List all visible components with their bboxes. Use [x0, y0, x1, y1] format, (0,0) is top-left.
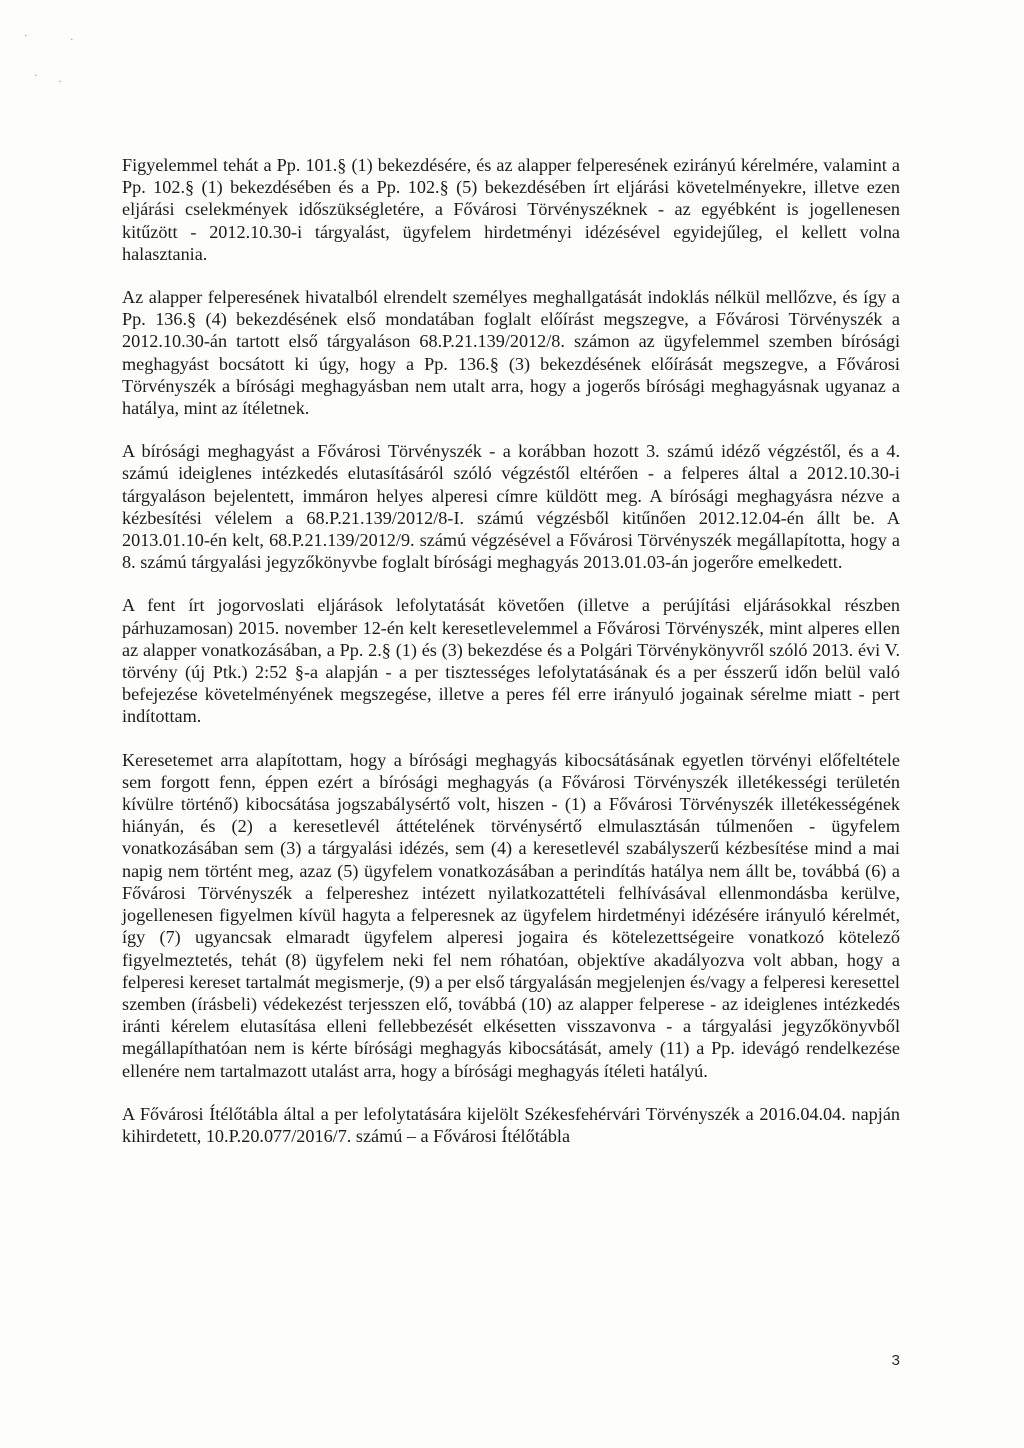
scan-speck-mark: · — [34, 69, 38, 82]
scan-speck-mark: · — [70, 33, 74, 46]
paragraph-claim-grounds: Keresetemet arra alapítottam, hogy a bírósági meghagyás kibocsátásának egyetlen törvényi előfeltétele sem forgott fenn, éppen ezért a bírósági meghagyás (a Fővárosi Törvényszék illetékességi területén kívülre történő) kibocsátása jogszabálysértő volt, hiszen - (1) a Fővárosi Törvényszék illetékességének hiányán, és (2) a keresetlevél áttételének törvénysértő elmulasztásán túlmenően - ügyfelem vonatkozásában sem (3) a tárgyalási idézés, sem (4) a keresetlevél szabályszerű kézbesítése mind a mai napig nem történt meg, azaz (5) ügyfelem vonatkozásában a perindítás hatálya nem állt be, továbbá (6) a Fővárosi Törvényszék a felpereshez intézett nyilatkozattételi felhívásával ellenmondásba kerülve, jogellenesen figyelmen kívül hagyta a felperesnek az ügyfelem hirdetményi idézésére irányuló kérelmét, így (7) ugyancsak elmaradt ügyfelem alperesi jogaira és kötelezettségeire vonatkozó kötelező figyelmeztetés, tehát (8) ügyfelem neki fel nem róhatóan, objektíve akadályozva volt abban, hogy a felperesi kereset tartalmát megismerje, (9) a per első tárgyalásán megjelenjen és/vagy a felperesi keresettel szemben (írásbeli) védekezést terjesszen elő, továbbá (10) az alapper felperese - az ideiglenes intézkedés iránti kérelem elutasítása elleni fellebbezését elkésetten visszavonva - a tárgyalási jegyzőkönyvből megállapíthatóan nem is kérte bírósági meghagyás kibocsátását, amely (11) a Pp. idevágó rendelkezése ellenére nem tartalmazott utalást arra, hogy a bírósági meghagyás ítéleti hatályú. — [122, 749, 900, 1081]
scan-speck-mark: · — [58, 75, 62, 88]
paragraph-court-order-issued: Az alapper felperesének hivatalból elrendelt személyes meghallgatását indoklás nélkül mellőzve, és így a Pp. 136.§ (4) bekezdésének első mondatában foglalt előírást megszegve, a Fővárosi Törvényszék a 2012.10.30-án tartott első tárgyaláson 68.P.21.139/2012/8. számon az ügyfelemmel szemben bírósági meghagyást bocsátott ki úgy, hogy a Pp. 136.§ (3) bekezdésének előírását megszegve, a Fővárosi Törvényszék a bírósági meghagyásban nem utalt arra, hogy a jogerős bírósági meghagyásnak ugyanaz a hatálya, mint az ítéletnek. — [122, 287, 900, 419]
paragraph-lawsuit-filed: A fent írt jogorvoslati eljárások lefolytatását követően (illetve a perújítási eljárásokkal részben párhuzamosan) 2015. november 12-én kelt keresetlevelemmel a Fővárosi Törvényszék, mint alperes ellen az alapper vonatkozásában, a Pp. 2.§ (1) és (3) bekezdése és a Polgári Törvénykönyvről szóló 2013. évi V. törvény (új Ptk.) 2:52 §-a alapján - a per tisztességes lefolytatásának és a per ésszerű időn belül való befejezése követelményének megszegése, illetve a peres fél erre irányuló jogainak sérelme miatt - pert indítottam. — [122, 595, 900, 727]
paragraph-hearing-postponement: Figyelemmel tehát a Pp. 101.§ (1) bekezdésére, és az alapper felperesének ezirányú kérelmére, valamint a Pp. 102.§ (1) bekezdésében és a Pp. 102.§ (5) bekezdésében írt eljárási követelményekre, illetve ezen eljárási cselekmények időszükségletére, a Fővárosi Törvényszéknek - az egyébként is jogellenesen kitűzött - 2012.10.30-i tárgyalást, ügyfelem hirdetményi idézésével egyidejűleg, el kellett volna halasztania. — [122, 155, 900, 264]
page-number: 3 — [891, 1352, 900, 1369]
paragraph-appeal-court: A Fővárosi Ítélőtábla által a per lefolytatására kijelölt Székesfehérvári Törvényszék a 2016.04.04. napján kihirdetett, 10.P.20.077/2016/7. számú – a Fővárosi Ítélőtábla — [122, 1103, 900, 1146]
scan-speck-mark: · — [24, 29, 28, 42]
paragraph-order-delivery: A bírósági meghagyást a Fővárosi Törvényszék - a korábban hozott 3. számú idéző végzéstől, és a 4. számú ideiglenes intézkedés elutasításáról szóló végzéstől eltérően - a felperes által a 2012.10.30-i tárgyaláson bejelentett, immáron helyes alperesi címre küldött meg. A bírósági meghagyásra nézve a kézbesítési vélelem a 68.P.21.139/2012/8-I. számú végzésből kitűnően 2012.12.04-én állt be. A 2013.01.10-én kelt, 68.P.21.139/2012/9. számú végzésével a Fővárosi Törvényszék megállapította, hogy a 8. számú tárgyalási jegyzőkönyvbe foglalt bírósági meghagyás 2013.01.03-án jogerőre emelkedett. — [122, 441, 900, 573]
document-body — [122, 154, 900, 1168]
